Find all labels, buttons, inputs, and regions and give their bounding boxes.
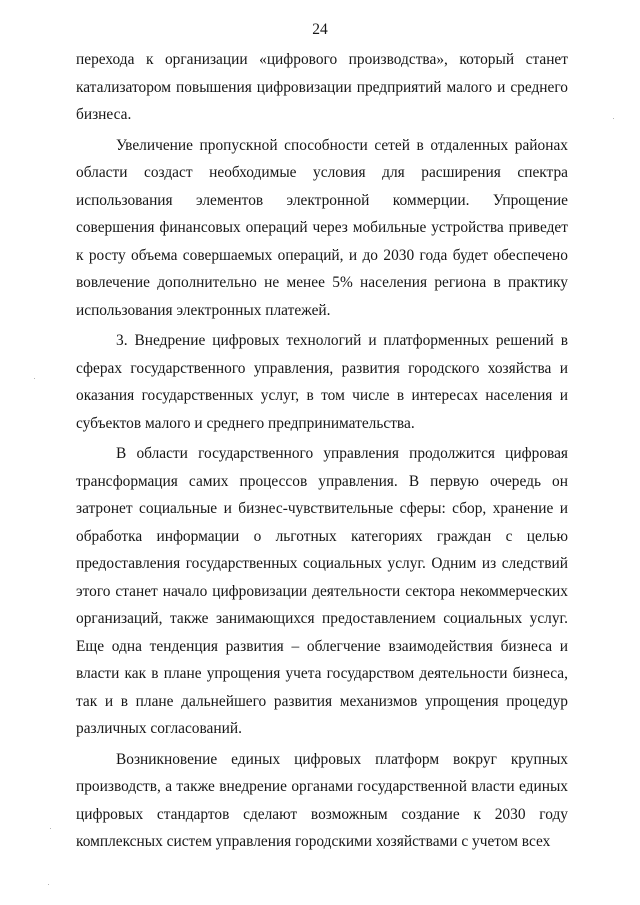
paragraph-network-capacity: Увеличение пропускной способности сетей в отдаленных районах области создаст необходимые условия для расширения спектра использования элементов электронной коммерции. Упрощение совершения финансовых операций через мобильные устройства приведет к росту объема совершаемых операций, и до 2030 года будет обеспечено вовлечение дополнительно не менее 5% населения региона в практику использования электронных платежей.: [76, 136, 568, 319]
scan-speck: [48, 884, 49, 885]
document-body: [76, 46, 568, 859]
scan-speck: [613, 118, 614, 119]
scan-speck: [50, 828, 51, 829]
paragraph-continuation: перехода к организации «цифрового производства», который станет катализатором повышения цифровизации предприятий малого и среднего бизнеса.: [76, 51, 568, 123]
scan-speck: [34, 378, 35, 379]
paragraph-public-administration: В области государственного управления продолжится цифровая трансформация самих процессов управления. В первую очередь он затронет социальные и бизнес-чувствительные сферы: сбор, хранение и обработка информации о льготных категориях граждан с целью предоставления государственных социальных услуг. Одним из следствий этого станет начало цифровизации деятельности сектора некоммерческих организаций, также занимающихся предоставлением социальных услуг. Еще одна тенденция развития – облегчение взаимодействия бизнеса и власти как в плане упрощения учета государством деятельности бизнеса, так и в плане дальнейшего развития механизмов упрощения процедур различных согласований.: [76, 445, 568, 737]
paragraph-section-3-heading: 3. Внедрение цифровых технологий и платформенных решений в сферах государственного управления, развития городского хозяйства и оказания государственных услуг, в том числе в интересах населения и субъектов малого и среднего предпринимательства.: [76, 332, 568, 432]
paragraph-digital-platforms: Возникновение единых цифровых платформ вокруг крупных производств, а также внедрение органами государственной власти единых цифровых стандартов сделают возможным создание к 2030 году комплексных систем управления городскими хозяйствами с учетом всех: [76, 750, 568, 850]
page-number: 24: [312, 21, 328, 38]
